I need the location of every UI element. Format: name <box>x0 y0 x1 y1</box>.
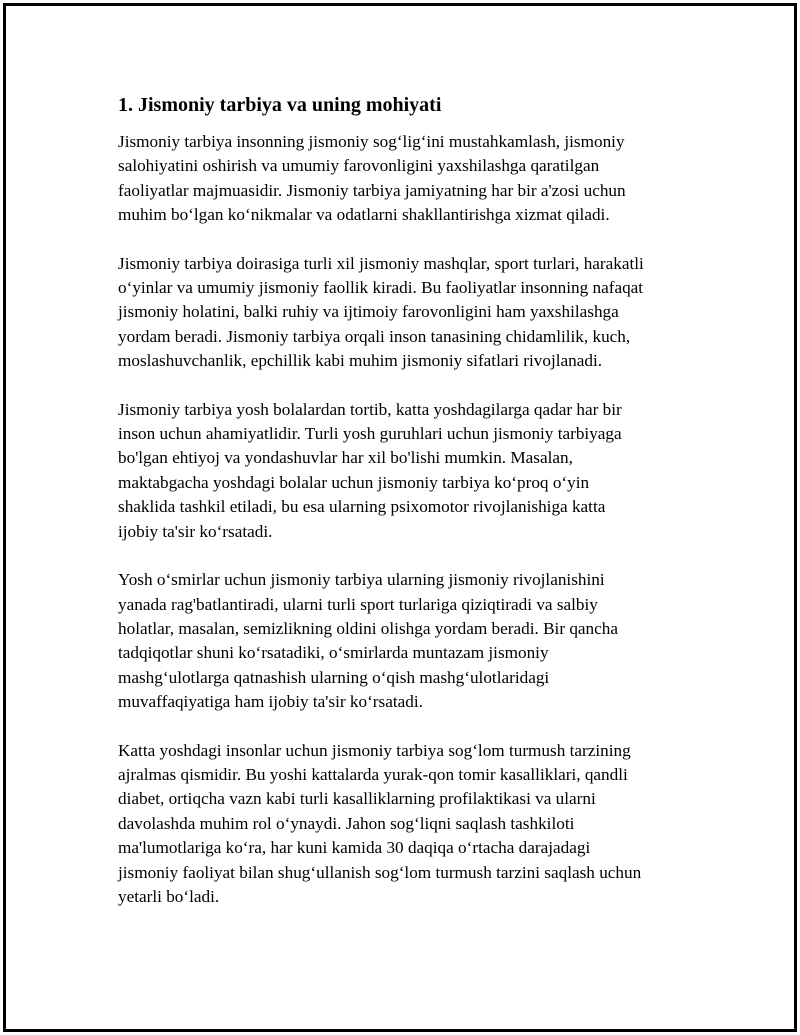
paragraph-1 <box>118 130 690 228</box>
text-line: davolashda muhim rol o‘ynaydi. Jahon sog‘liqni saqlash tashkiloti <box>118 813 575 833</box>
text-line: muhim bo‘lgan ko‘nikmalar va odatlarni shakllantirishga xizmat qiladi. <box>118 205 610 225</box>
paragraph-3 <box>118 398 690 544</box>
text-line: salohiyatini oshirish va umumiy farovonligini yaxshilashga qaratilgan <box>118 156 600 176</box>
text-line: Katta yoshdagi insonlar uchun jismoniy tarbiya sog‘lom turmush tarzining <box>118 740 631 760</box>
text-line: o‘yinlar va umumiy jismoniy faollik kiradi. Bu faoliyatlar insonning nafaqat <box>118 278 644 298</box>
text-line: yanada rag'batlantiradi, ularni turli sport turlariga qiziqtiradi va salbiy <box>118 594 598 614</box>
text-line: moslashuvchanlik, epchillik kabi muhim jismoniy sifatlari rivojlanadi. <box>118 351 603 371</box>
text-line: ma'lumotlariga ko‘ra, har kuni kamida 30 daqiqa o‘rtacha darajadagi <box>118 838 591 858</box>
document-body <box>115 92 690 933</box>
text-line: maktabgacha yoshdagi bolalar uchun jismoniy tarbiya ko‘proq o‘yin <box>118 472 590 492</box>
text-line: yetarli bo‘ladi. <box>118 886 220 906</box>
text-line: Jismoniy tarbiya yosh bolalardan tortib, katta yoshdagilarga qadar har bir <box>118 399 622 419</box>
paragraph-4 <box>118 568 690 714</box>
paragraph-2 <box>118 252 690 374</box>
text-line: Jismoniy tarbiya doirasiga turli xil jismoniy mashqlar, sport turlari, harakatli <box>118 253 644 273</box>
text-line: holatlar, masalan, semizlikning oldini olishga yordam beradi. Bir qancha <box>118 618 619 638</box>
text-line: ajralmas qismidir. Bu yoshi kattalarda yurak-qon tomir kasalliklari, qandli <box>118 764 628 784</box>
text-line: mashg‘ulotlarga qatnashish ularning o‘qish mashg‘ulotlaridagi <box>118 667 550 687</box>
paragraph-5 <box>118 739 690 910</box>
section-heading: 1. Jismoniy tarbiya va uning mohiyati <box>118 94 442 116</box>
text-line: yordam beradi. Jismoniy tarbiya orqali inson tanasining chidamlilik, kuch, <box>118 326 631 346</box>
text-line: ijobiy ta'sir ko‘rsatadi. <box>118 521 273 541</box>
text-line: tadqiqotlar shuni ko‘rsatadiki, o‘smirlarda muntazam jismoniy <box>118 643 549 663</box>
text-line: faoliyatlar majmuasidir. Jismoniy tarbiya jamiyatning har bir a'zosi uchun <box>118 180 626 200</box>
text-line: Jismoniy tarbiya insonning jismoniy sog‘lig‘ini mustahkamlash, jismoniy <box>118 132 625 151</box>
text-line: muvaffaqiyatiga ham ijobiy ta'sir ko‘rsatadi. <box>118 692 423 712</box>
text-line: Yosh o‘smirlar uchun jismoniy tarbiya ularning jismoniy rivojlanishini <box>118 570 605 590</box>
text-line: bo'lgan ehtiyoj va yondashuvlar har xil bo'lishi mumkin. Masalan, <box>118 448 573 468</box>
text-line: jismoniy holatini, balki ruhiy va ijtimoiy farovonligini ham yaxshilashga <box>118 302 619 322</box>
text-line: jismoniy faoliyat bilan shug‘ullanish sog‘lom turmush tarzini saqlash uchun <box>118 862 642 882</box>
text-line: inson uchun ahamiyatlidir. Turli yosh guruhlari uchun jismoniy tarbiyaga <box>118 424 622 444</box>
text-line: diabet, ortiqcha vazn kabi turli kasalliklarning profilaktikasi va ularni <box>118 789 596 809</box>
text-line: shaklida tashkil etiladi, bu esa ularning psixomotor rivojlanishiga katta <box>118 497 606 517</box>
